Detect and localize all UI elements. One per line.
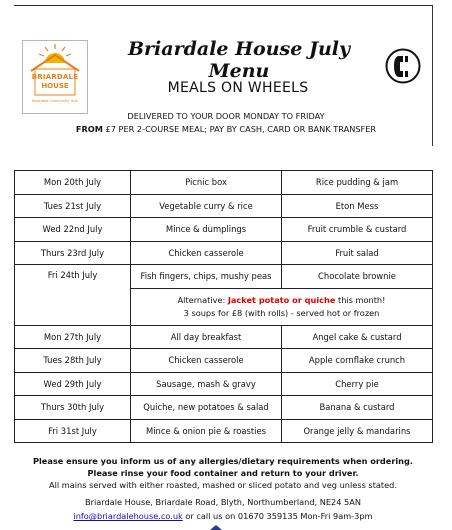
main-cell: Fish fingers, chips, mushy peas [131,265,282,289]
day-cell: Fri 24th July [15,265,131,326]
note-prefix: Alternative: [177,294,228,305]
day-cell: Wed 29th July [15,372,131,396]
dessert-cell: Chocolate brownie [282,265,433,289]
dessert-cell: Banana & custard [282,396,433,420]
main-cell: Sausage, mash & gravy [131,372,282,396]
table-row [15,218,433,242]
price-info [40,124,412,134]
main-cell: Chicken casserole [131,349,282,373]
dessert-cell: Fruit salad [282,241,433,265]
main-cell: Chicken casserole [131,241,282,265]
day-cell: Thurs 30th July [15,396,131,420]
day-cell: Fri 31st July [15,419,131,443]
table-row [15,349,433,373]
allergy-notice: Please ensure you inform us of any allergies/dietary requirements when ordering. [33,456,413,466]
note-suffix: this month! [335,294,386,305]
logo-line-2: HOUSE [41,82,69,90]
page-subtitle: MEALS ON WHEELS [167,80,309,96]
table-row [15,372,433,396]
main-cell: Picnic box [131,171,282,195]
day-cell: Tues 21st July [15,194,131,218]
main-cell: Vegetable curry & rice [131,194,282,218]
logo-line-1: BRIARDALE [31,73,79,81]
page-title: Briardale House July Menu [127,38,351,82]
table-row [15,325,433,349]
note-highlight: Jacket potato or quiche [227,294,336,305]
decorative-mark-icon [196,524,236,530]
container-notice: Please rinse your food container and return to your driver. [87,468,359,478]
dessert-cell: Apple cornflake crunch [282,349,433,373]
dessert-cell: Orange jelly & mandarins [282,419,433,443]
main-cell: Mince & dumplings [131,218,282,242]
dessert-cell: Fruit crumble & custard [282,218,433,242]
main-cell: Quiche, new potatoes & salad [131,396,282,420]
main-cell: Mince & onion pie & roasties [131,419,282,443]
logo [22,40,88,114]
table-row [15,419,433,443]
contact-line [14,511,432,521]
table-row [15,194,433,218]
main-cell: All day breakfast [131,325,282,349]
table-row [15,396,433,420]
day-cell: Wed 22nd July [15,218,131,242]
phone-icon [385,48,421,84]
day-cell: Mon 20th July [15,171,131,195]
price-from-label: FROM [75,124,103,134]
dessert-cell: Cherry pie [282,372,433,396]
note-soups: 3 soups for £8 (with rolls) - served hot or frozen [183,307,380,318]
day-cell: Mon 27th July [15,325,131,349]
mains-notice: All mains served with either roasted, mashed or sliced potato and veg unless stated. [49,480,397,490]
menu-table [14,170,433,443]
logo-line-3: Briardale Community Hub [32,99,78,103]
phone-hours: or call us on 01670 359135 Mon-Fri 9am-3pm [182,511,373,521]
day-cell: Tues 28th July [15,349,131,373]
price-details: £7 PER 2-COURSE MEAL; PAY BY CASH, CARD OR BANK TRANSFER [102,124,377,134]
dessert-cell: Eton Mess [282,194,433,218]
table-row [15,171,433,195]
dessert-cell: Rice pudding & jam [282,171,433,195]
dessert-cell: Angel cake & custard [282,325,433,349]
table-row [15,241,433,265]
day-cell: Thurs 23rd July [15,241,131,265]
table-row [15,265,433,289]
delivery-info: DELIVERED TO YOUR DOOR MONDAY TO FRIDAY [127,111,325,121]
address: Briardale House, Briardale Road, Blyth, Northumberland, NE24 5AN [84,497,361,507]
email-link[interactable]: info@briardalehouse.co.uk [73,511,183,521]
alternative-note [131,288,433,325]
